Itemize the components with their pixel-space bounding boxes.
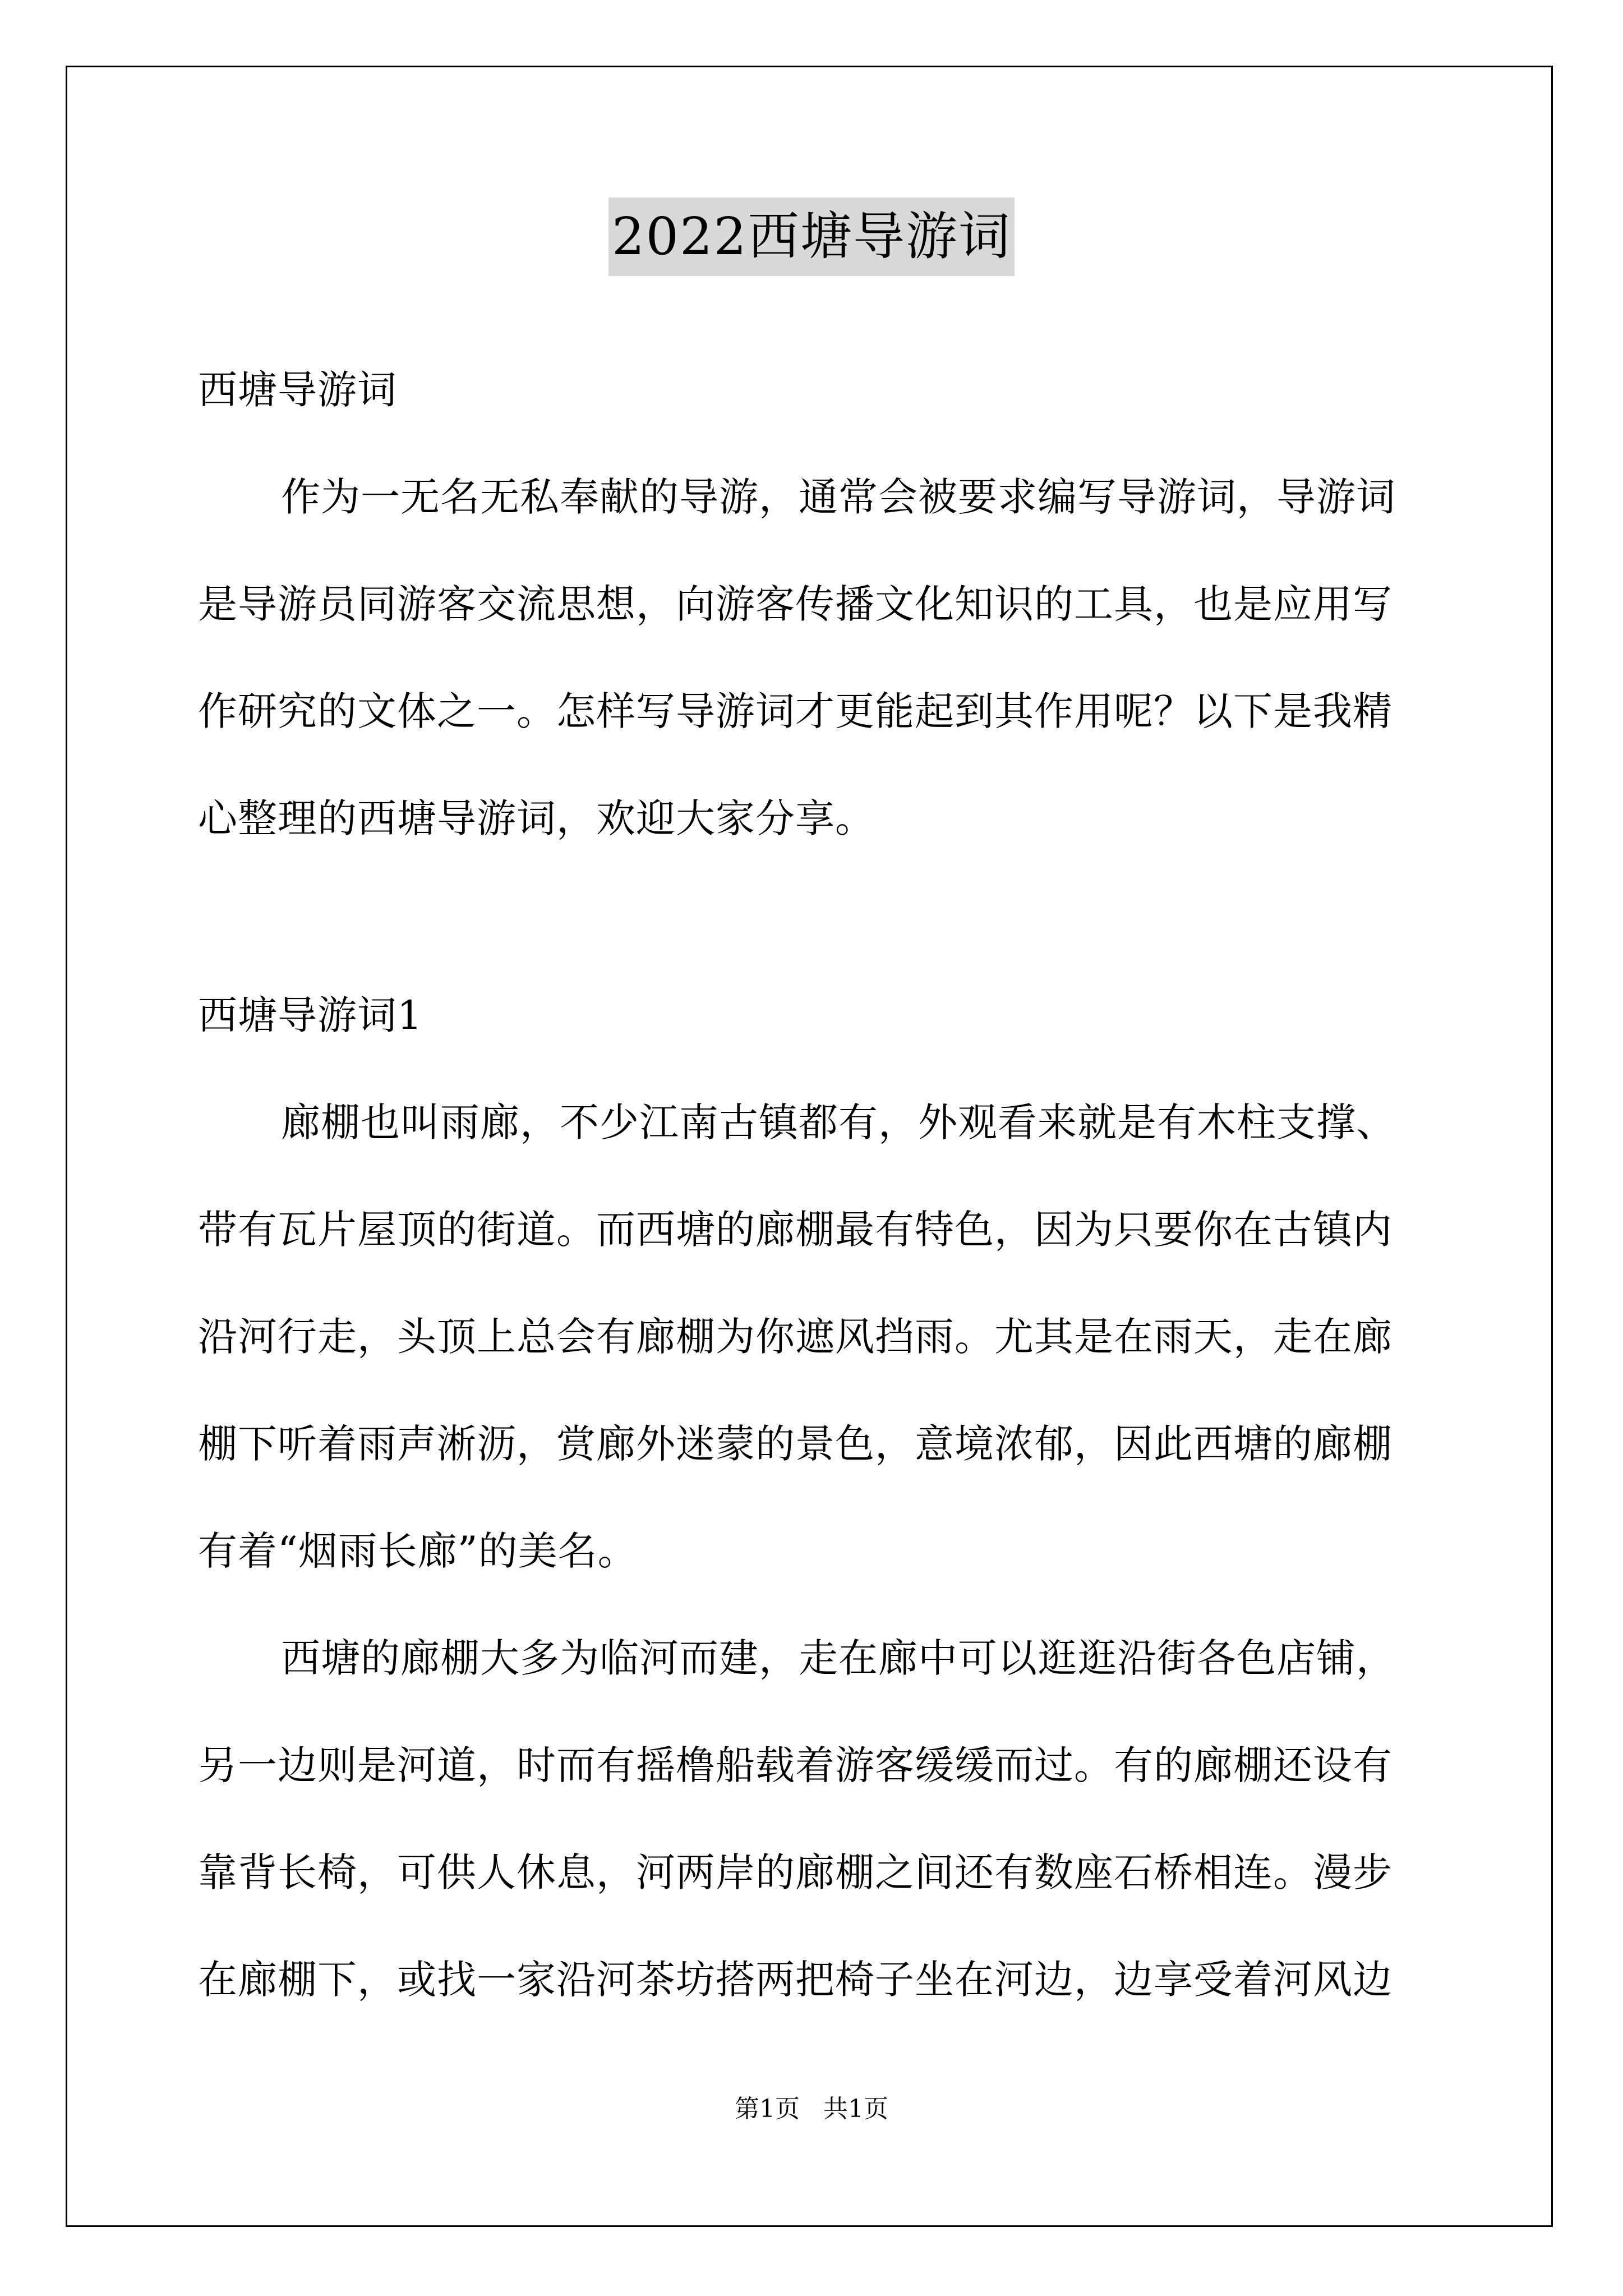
paragraph-line: 有着“烟雨长廊”的美名。	[198, 1528, 638, 1574]
paragraph-line: 靠背长椅，可供人休息，河两岸的廊棚之间还有数座石桥相连。漫步	[198, 1849, 1393, 1895]
intro-line: 作为一无名无私奉献的导游，通常会被要求编写导游词，导游词	[281, 474, 1396, 520]
intro-line: 心整理的西塘导游词，欢迎大家分享。	[198, 795, 875, 841]
document-body	[198, 337, 1426, 2033]
intro-line: 作研究的文体之一。怎样写导游词才更能起到其作用呢？以下是我精	[198, 688, 1393, 734]
paragraph-line: 沿河行走，头顶上总会有廊棚为你遮风挡雨。尤其是在雨天，走在廊	[198, 1314, 1393, 1360]
page-footer: 第1页 共1页	[735, 2095, 888, 2123]
paragraph-line: 带有瓦片屋顶的街道。而西塘的廊棚最有特色，因为只要你在古镇内	[198, 1207, 1393, 1253]
intro-line: 是导游员同游客交流思想，向游客传播文化知识的工具，也是应用写	[198, 581, 1393, 627]
document-title: 2022西塘导游词	[608, 197, 1015, 276]
paragraph-line: 西塘的廊棚大多为临河而建，走在廊中可以逛逛沿街各色店铺，	[281, 1635, 1396, 1681]
intro-heading: 西塘导游词	[198, 367, 397, 413]
paragraph-line: 在廊棚下，或找一家沿河茶坊搭两把椅子坐在河边，边享受着河风边	[198, 1957, 1393, 2003]
paragraph-line: 棚下听着雨声淅沥，赏廊外迷蒙的景色，意境浓郁，因此西塘的廊棚	[198, 1421, 1393, 1467]
section-spacer	[198, 872, 1426, 962]
paragraph-line: 廊棚也叫雨廊，不少江南古镇都有，外观看来就是有木柱支撑、	[281, 1099, 1396, 1145]
title-wrapper	[0, 197, 1623, 276]
section-heading: 西塘导游词1	[198, 992, 423, 1038]
paragraph-line: 另一边则是河道，时而有摇橹船载着游客缓缓而过。有的廊棚还设有	[198, 1742, 1393, 1788]
